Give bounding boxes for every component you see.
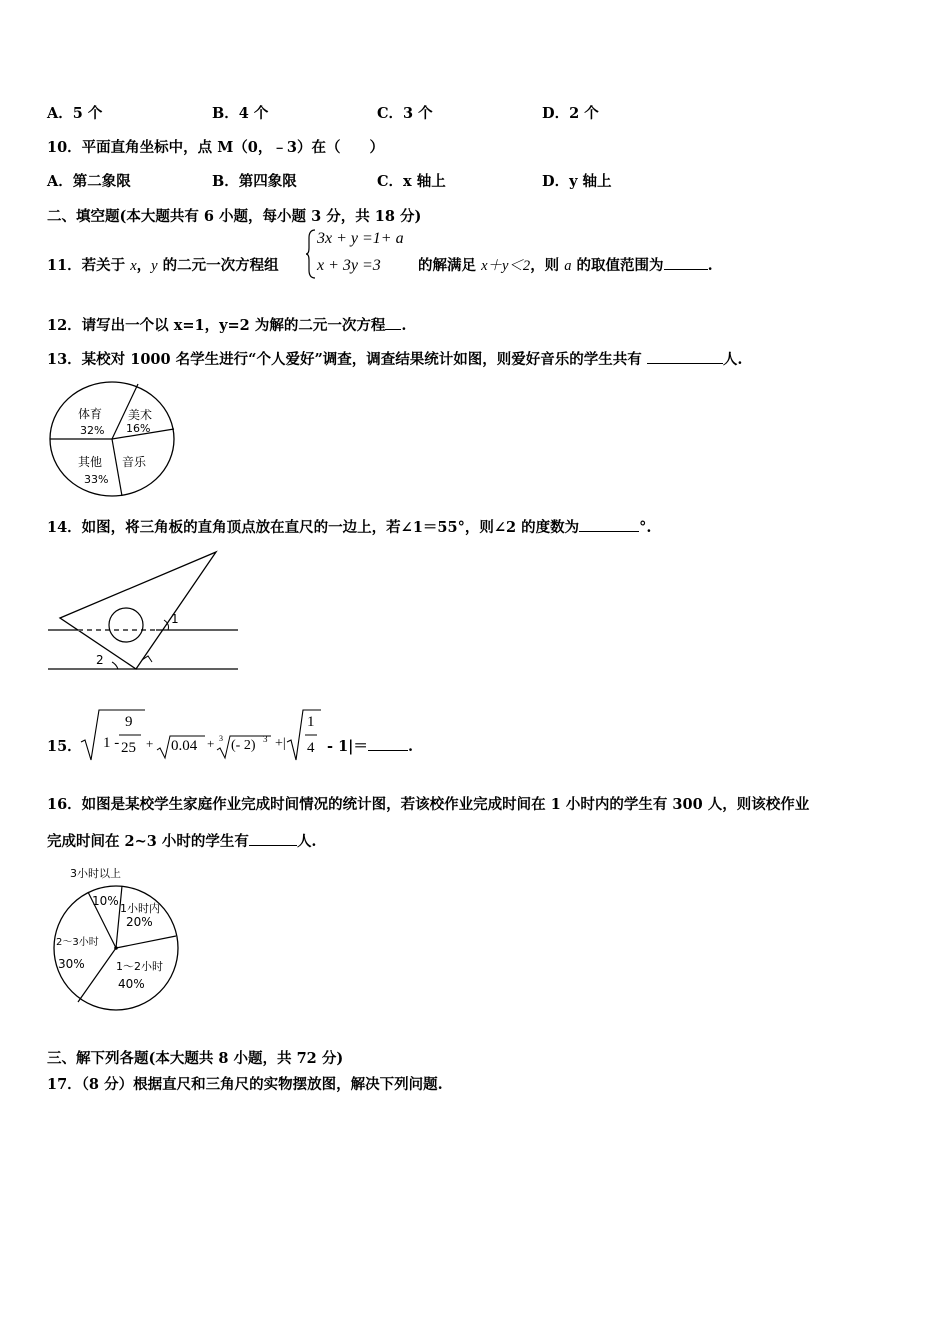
hobby-pie-chart xyxy=(46,378,180,502)
q11-mid: 的二元一次方程组 xyxy=(157,257,279,274)
q15-cube-exp: 3 xyxy=(263,734,268,744)
q15-one-minus: 1 - xyxy=(103,735,120,751)
q15-plus1: + xyxy=(146,736,154,751)
q15-frac-den: 25 xyxy=(121,740,136,756)
q15-blank[interactable] xyxy=(368,736,408,751)
q15-frac2-num: 1 xyxy=(307,714,315,730)
q13-text: 13．某校对 1000 名学生进行“个人爱好”调查，调查结果统计如图，则爱好音乐的学生共有 xyxy=(47,351,647,368)
q16-line1: 16．如图是某校学生家庭作业完成时间情况的统计图，若该校作业完成时间在 1 小时内的学生有 300 人，则该校作业 xyxy=(47,796,810,813)
q13-end: 人. xyxy=(722,351,743,368)
q16-end: 人. xyxy=(296,833,317,850)
q13-question xyxy=(47,348,742,369)
pie2-value-within1: 20% xyxy=(126,915,153,929)
q12-question xyxy=(47,314,406,335)
q15-frac-num: 9 xyxy=(125,714,133,730)
pie2-value-2to3: 30% xyxy=(58,957,85,971)
q14-blank[interactable] xyxy=(579,517,639,532)
pie2-label-1to2: 1～2小时 xyxy=(116,960,163,973)
angle1-label: 1 xyxy=(171,612,179,626)
q9-option-c: C．3 个 xyxy=(377,105,433,122)
q15-tail-text: - 1|＝ xyxy=(327,738,368,755)
q10-option-b: B．第四象限 xyxy=(212,173,297,190)
q9-option-b: B．4 个 xyxy=(212,105,269,122)
q15-question xyxy=(47,708,467,766)
q12-end: . xyxy=(401,317,407,334)
q15-plus3: +| xyxy=(275,736,286,751)
q12-text: 12．请写出一个以 x=1，y=2 为解的二元一次方程 xyxy=(47,317,386,334)
q15-cube-body: (- 2) xyxy=(231,738,256,753)
q14-text: 14．如图，将三角板的直角顶点放在直尺的一边上，若∠1＝55°，则∠2 的度数为 xyxy=(47,519,580,536)
q11-cond-post: ，则 xyxy=(530,257,565,274)
q15-tail xyxy=(327,735,413,756)
section3-heading: 三、解下列各题(本大题共 8 小题，共 72 分) xyxy=(47,1050,344,1067)
q11-var-a: a xyxy=(564,258,572,274)
q11-condition xyxy=(418,254,713,275)
pie2-label-2to3: 2～3小时 xyxy=(56,937,99,948)
ruler-triangle-figure xyxy=(44,546,244,676)
q15-sqrt2: 0.04 xyxy=(171,738,198,754)
q10-option-d: D．y 轴上 xyxy=(542,173,612,190)
homework-time-pie-chart xyxy=(50,864,186,1012)
q10-option-c: C．x 轴上 xyxy=(377,173,446,190)
q11-eq1: 3x + y =1+ a xyxy=(317,230,404,247)
q11-var-y: y xyxy=(151,258,158,274)
q15-end: . xyxy=(407,738,413,755)
pie-label-music: 音乐 xyxy=(122,455,147,469)
q11-equation-system xyxy=(305,228,415,280)
pie-label-other: 其他 xyxy=(78,455,103,469)
q13-blank[interactable] xyxy=(647,349,723,364)
q10-option-a: A．第二象限 xyxy=(47,173,131,190)
pie-value-other: 33% xyxy=(84,473,109,486)
pie-label-art: 美术 xyxy=(128,408,153,422)
angle2-arc xyxy=(112,662,118,669)
q15-cube-index: 3 xyxy=(219,734,223,743)
pie2-divider-3 xyxy=(116,936,176,948)
q11-cond-pre: 的解满足 xyxy=(418,257,482,274)
triangle-ruler xyxy=(60,552,216,669)
q11-var-x: x xyxy=(130,258,137,274)
q11-sep: ， xyxy=(136,257,152,274)
q16-blank[interactable] xyxy=(249,831,297,846)
q16-line2-text: 完成时间在 2~3 小时的学生有 xyxy=(47,833,249,850)
q15-number: 15． xyxy=(47,738,82,755)
angle2-label: 2 xyxy=(96,653,104,667)
q17-question: 17．（8 分）根据直尺和三角尺的实物摆放图，解决下列问题. xyxy=(47,1076,443,1093)
q15-plus2: + xyxy=(207,736,215,751)
q11-cond: x＋y＜2 xyxy=(481,258,531,274)
brace-icon xyxy=(305,228,317,280)
pie-value-art: 16% xyxy=(126,422,151,435)
pie2-label-within1: 1小时内 xyxy=(120,902,160,915)
q14-end: °. xyxy=(639,519,652,536)
triangle-hole xyxy=(109,608,143,642)
pie2-center xyxy=(114,946,118,950)
q9-option-d: D．2 个 xyxy=(542,105,599,122)
pie2-value-1to2: 40% xyxy=(118,977,145,991)
q9-option-a: A．5 个 xyxy=(47,105,103,122)
q11-eq2: x + 3y =3 xyxy=(317,257,381,274)
q11-end: . xyxy=(707,257,713,274)
pie-value-sports: 32% xyxy=(80,424,105,437)
q11-prefix: 11．若关于 xyxy=(47,257,131,274)
q14-question xyxy=(47,516,651,537)
section2-heading: 二、填空题(本大题共有 6 小题，每小题 3 分，共 18 分) xyxy=(47,208,422,225)
q12-blank[interactable] xyxy=(385,315,401,330)
pie-label-sports: 体育 xyxy=(78,407,103,421)
q16-line2 xyxy=(47,830,317,851)
q11-tail: 的取值范围为 xyxy=(571,257,664,274)
q15-frac2-den: 4 xyxy=(307,740,315,756)
pie2-label-over3: 3小时以上 xyxy=(70,867,121,880)
q11-blank[interactable] xyxy=(664,255,708,270)
pie2-value-over3: 10% xyxy=(92,894,119,908)
pie-divider-bottom xyxy=(112,439,122,496)
q11-question xyxy=(47,254,279,275)
q10-stem: 10．平面直角坐标中，点 M（0，﹣3）在（ ） xyxy=(47,139,384,156)
